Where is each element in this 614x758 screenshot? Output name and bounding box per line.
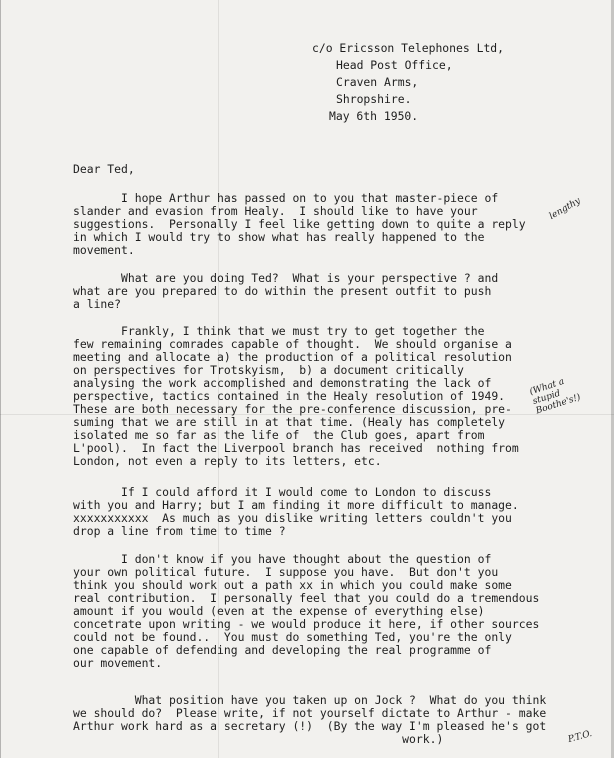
- text-line: one capable of defending and developing the real programme of: [73, 643, 492, 657]
- text-line: slander and evasion from Healy. I should like to have your: [73, 204, 478, 218]
- paragraph: [73, 325, 519, 468]
- letter-date: May 6th 1950.: [329, 109, 419, 123]
- text-line: meeting and allocate a) the production of a political resolution: [73, 350, 512, 364]
- text-line: we should do? Please write, if not yourself dictate to Arthur - make: [73, 706, 547, 720]
- paragraph: [73, 272, 498, 311]
- text-line: real contribution. I personally feel that you could do a tremendous: [73, 591, 540, 605]
- text-line: I hope Arthur has passed on to you that master-piece of: [73, 191, 499, 205]
- text-line: movement.: [73, 243, 135, 257]
- paragraph: [73, 192, 526, 257]
- text-line: your own political future. I suppose you have. But don't you: [73, 565, 499, 579]
- text-line: Arthur work hard as a secretary (!) (By the way I'm pleased he's got: [73, 719, 547, 733]
- text-line: what are you prepared to do within the present outfit to push: [73, 284, 492, 298]
- text-line: few remaining comrades capable of thought. We should organise a: [73, 337, 512, 351]
- text-line: amount if you would (even at the expense of everything else): [73, 604, 485, 618]
- text-line: London, not even a reply to its letters, etc.: [73, 454, 382, 468]
- text-line: What are you doing Ted? What is your perspective ? and: [73, 271, 499, 285]
- address-line: Shropshire.: [336, 92, 412, 106]
- handwritten-margin-note: lengthy: [547, 196, 583, 222]
- salutation: Dear Ted,: [73, 162, 135, 176]
- text-line: These are both necessary for the pre-conference discussion, pre-: [73, 402, 512, 416]
- text-line: isolated me so far as the life of the Club goes, apart from: [73, 428, 485, 442]
- text-line: analysing the work accomplished and demonstrating the lack of: [73, 376, 492, 390]
- text-line: If I could afford it I would come to London to discuss: [73, 485, 492, 499]
- address-line: c/o Ericsson Telephones Ltd,: [312, 41, 505, 55]
- text-line: think you should work out a path xx in which you could make some: [73, 578, 512, 592]
- text-line: drop a line from time to time ?: [73, 524, 286, 538]
- handwritten-page-mark: P.T.O.: [567, 729, 594, 745]
- handwritten-margin-note: (What a stupid Boothe's!): [528, 376, 582, 417]
- address-line: Craven Arms,: [336, 75, 419, 89]
- sender-address: [312, 40, 504, 108]
- text-line: perspective, tactics contained in the Healy resolution of 1949.: [73, 389, 506, 403]
- text-line: suming that we are still in at that time. (Healy has completely: [73, 415, 506, 429]
- text-line: in which I would try to show what has really happened to the: [73, 230, 485, 244]
- text-line: suggestions. Personally I feel like getting down to quite a reply: [73, 217, 526, 231]
- page-edge-left: [0, 0, 1, 758]
- paragraph: [73, 694, 546, 746]
- text-line: with you and Harry; but I am finding it more difficult to manage.: [73, 498, 519, 512]
- text-line: our movement.: [73, 656, 163, 670]
- text-line: Frankly, I think that we must try to get together the: [73, 324, 485, 338]
- paragraph: [73, 486, 519, 538]
- text-line: work.): [73, 732, 444, 746]
- text-line: on perspectives for Trotskyism, b) a document critically: [73, 363, 464, 377]
- text-line: I don't know if you have thought about the question of: [73, 552, 492, 566]
- text-line: concetrate upon writing - we would produce it here, if other sources: [73, 617, 540, 631]
- text-line: a line?: [73, 297, 122, 311]
- text-line: xxxxxxxxxxx As much as you dislike writing letters couldn't you: [73, 511, 512, 525]
- paragraph: [73, 553, 539, 670]
- text-line: What position have you taken up on Jock ? What do you think: [73, 693, 547, 707]
- text-line: could not be found.. You must do something Ted, you're the only: [73, 630, 512, 644]
- address-line: Head Post Office,: [336, 58, 453, 72]
- text-line: L'pool). In fact the Liverpool branch has received nothing from: [73, 441, 519, 455]
